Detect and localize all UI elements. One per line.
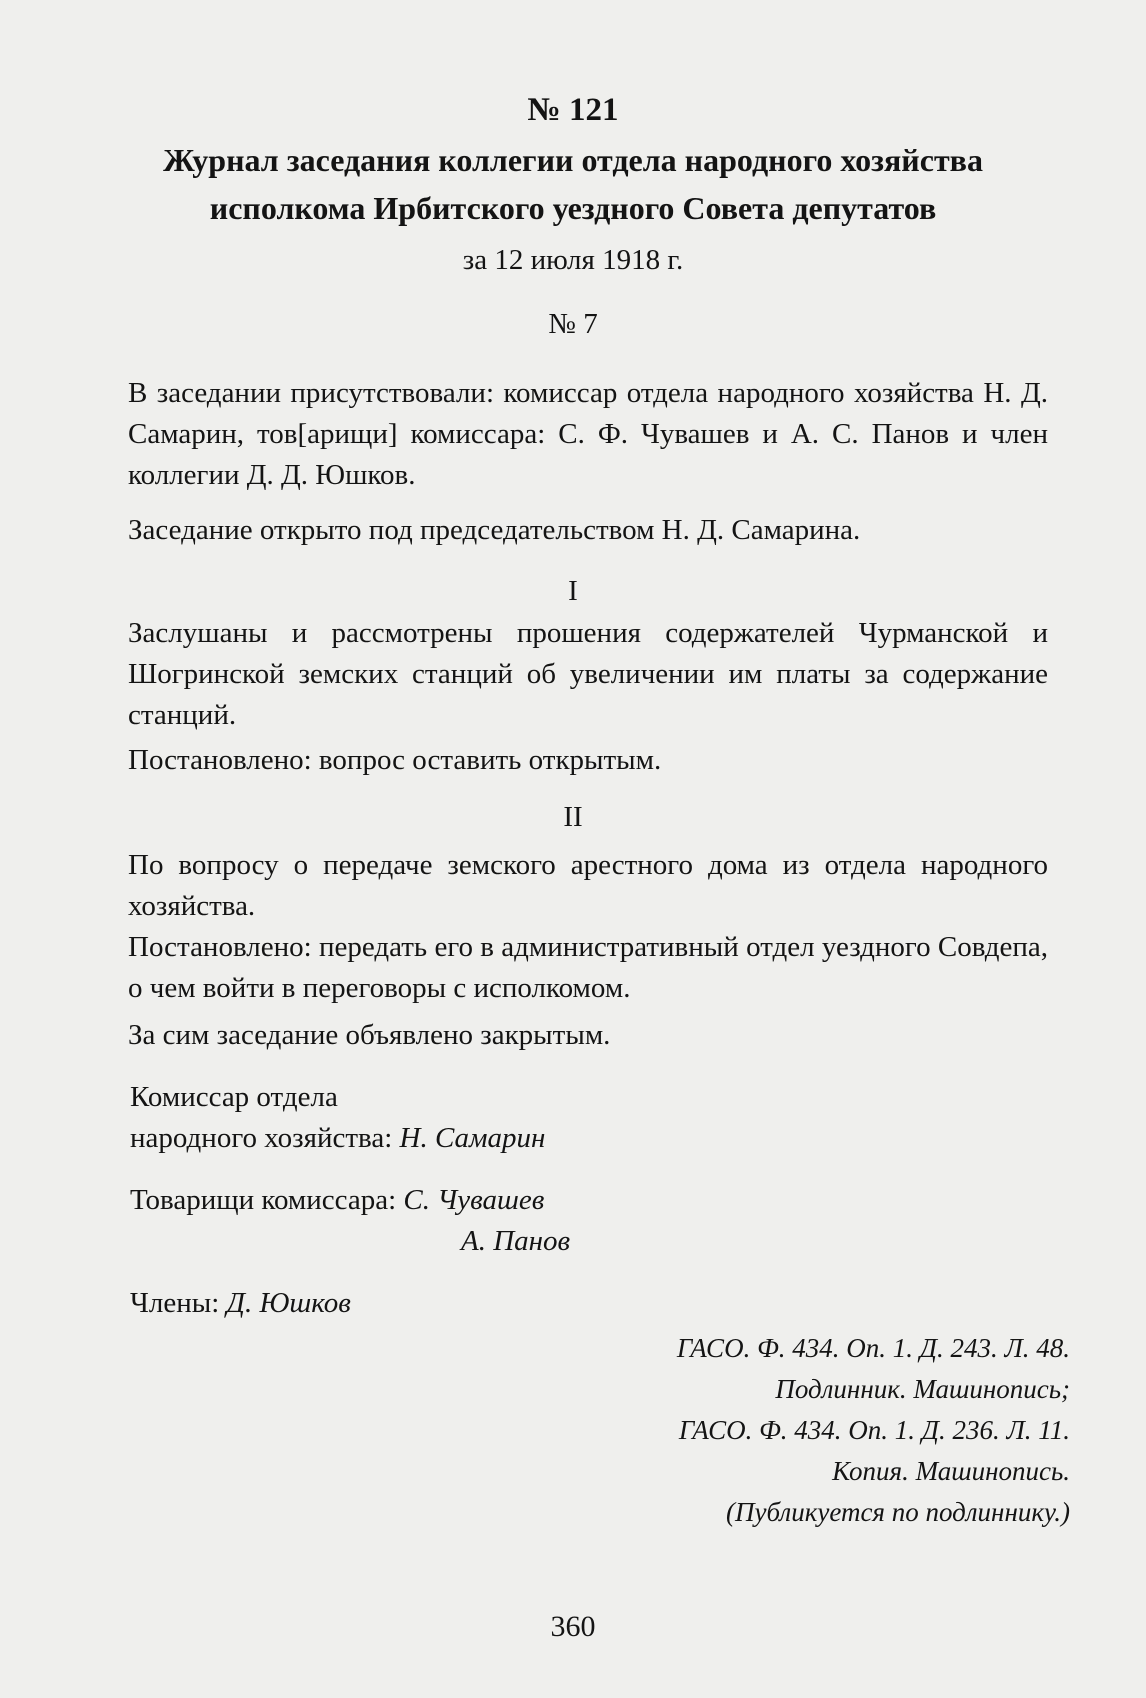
- meeting-number: № 7: [548, 308, 598, 340]
- archive-line-2: Подлинник. Машинопись;: [775, 1374, 1070, 1404]
- section-1-decision: [128, 740, 1048, 781]
- attendance-text: В заседании присутствовали: комиссар отдела народного хозяйства Н. Д. Самарин, тов[арищи] комиссара: С. Ф. Чувашев и А. С. Панов и член коллегии Д. Д. Юшков.: [128, 377, 1048, 491]
- commissar-label-line-1: Комиссар отдела: [130, 1081, 338, 1113]
- opened-text: Заседание открыто под председательством Н. Д. Самарина.: [128, 514, 861, 546]
- archive-line-3: ГАСО. Ф. 434. Оп. 1. Д. 236. Л. 11.: [678, 1415, 1070, 1445]
- attendance-paragraph: [128, 373, 1048, 496]
- section-2-mark: II: [563, 801, 583, 833]
- opened-paragraph: [128, 510, 1048, 551]
- commissar-label-line-2: [130, 1118, 545, 1159]
- section-1-text: [128, 613, 1048, 736]
- document-date: за 12 июля 1918 г.: [462, 244, 684, 276]
- members-label: Члены:: [130, 1287, 220, 1319]
- archive-line-4: Копия. Машинопись.: [832, 1456, 1070, 1486]
- commissar-label: народного хозяйства:: [130, 1122, 393, 1154]
- section-2-body: По вопросу о передаче земского арестного дома из отдела народного хозяйства.: [128, 849, 1048, 922]
- title-line-2: исполкома Ирбитского уездного Совета депутатов: [209, 190, 937, 226]
- closing-text: За сим заседание объявлено закрытым.: [128, 1019, 611, 1051]
- archive-line-5: (Публикуется по подлиннику.): [726, 1497, 1070, 1527]
- document-number: № 121: [527, 92, 619, 128]
- section-2-text: [128, 845, 1048, 927]
- section-2-decision: [128, 927, 1048, 1009]
- commissar-signature: [130, 1077, 545, 1159]
- deputy-2-signature: [461, 1221, 570, 1262]
- section-1-body: Заслушаны и рассмотрены прошения содержателей Чурманской и Шогринской земских станций об увеличении им платы за содержание станций.: [128, 617, 1048, 731]
- deputies-label: Товарищи комиссара:: [130, 1184, 397, 1216]
- section-2-decision-text: Постановлено: передать его в административный отдел уездного Совдепа, о чем войти в переговоры с исполкомом.: [128, 931, 1048, 1004]
- document-title: [60, 136, 1086, 232]
- section-1-decision-text: Постановлено: вопрос оставить открытым.: [128, 744, 662, 776]
- deputies-signature: [130, 1180, 544, 1221]
- commissar-name: Н. Самарин: [399, 1122, 546, 1154]
- page-number: 360: [550, 1610, 596, 1643]
- deputy-1-name: С. Чувашев: [403, 1184, 545, 1216]
- archive-line-1: ГАСО. Ф. 434. Оп. 1. Д. 243. Л. 48.: [676, 1333, 1070, 1363]
- member-name: Д. Юшков: [226, 1287, 351, 1319]
- closing-paragraph: [128, 1015, 1048, 1056]
- deputy-2-name: А. Панов: [461, 1225, 571, 1257]
- section-1-mark: I: [568, 575, 578, 607]
- title-line-1: Журнал заседания коллегии отдела народного хозяйства: [163, 142, 983, 178]
- members-signature: [130, 1283, 351, 1324]
- archive-reference: [370, 1328, 1070, 1533]
